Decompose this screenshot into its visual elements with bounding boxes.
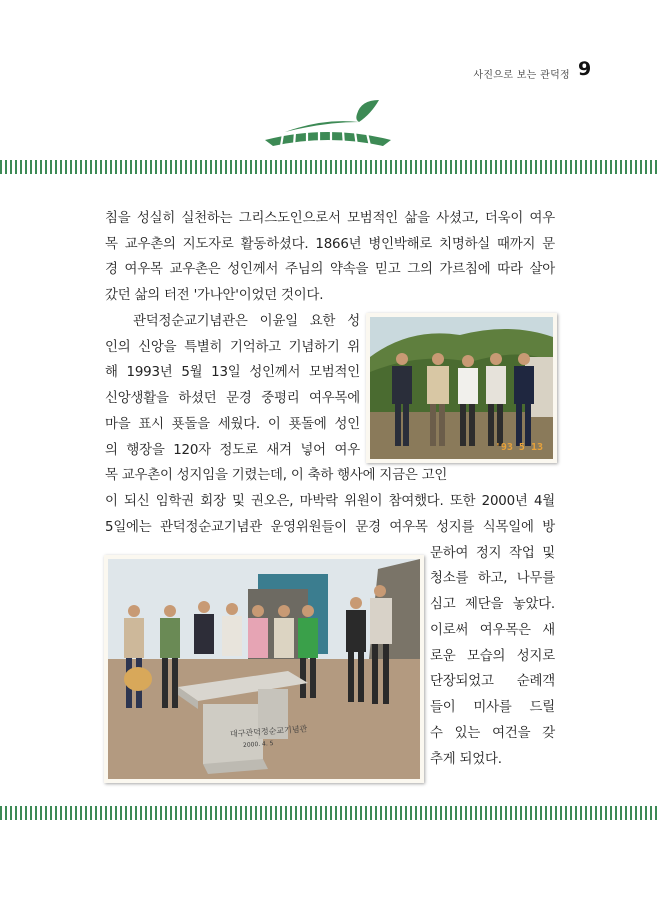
section-title: 사진으로 보는 관덕정 xyxy=(473,70,570,81)
text-line: 문하여 정지 작업 및 xyxy=(430,546,555,561)
text-line: 추게 되었다. xyxy=(430,752,502,767)
text-line: 침을 성실히 실천하는 그리스도인으로서 모범적인 삶을 사셨고, 더욱이 여우 xyxy=(105,211,555,226)
altar-group-photo-2000 xyxy=(104,555,424,783)
decorative-stripe-top xyxy=(0,160,657,174)
text-line: 의 행장을 120자 정도로 새겨 넣어 여우 xyxy=(105,443,360,458)
group-photo-1993 xyxy=(366,313,557,463)
text-line: 관덕정순교기념관은 이윤일 요한 성 xyxy=(133,314,360,329)
text-line: 목 교우촌의 지도자로 활동하셨다. 1866년 병인박해로 치명하실 때까지 문 xyxy=(105,237,555,252)
text-line: 이로써 여우목은 새 xyxy=(430,623,555,638)
text-line: 단장되었고 순례객 xyxy=(430,674,555,689)
text-line: 수 있는 여건을 갖 xyxy=(430,726,555,741)
text-line: 심고 제단을 놓았다. xyxy=(430,597,555,612)
text-line: 들이 미사를 드릴 xyxy=(430,700,555,715)
text-line: 해 1993년 5월 13일 성인께서 모범적인 xyxy=(105,365,360,380)
text-line: 목 교우촌이 성지임을 기렸는데, 이 축하 행사에 지금은 고인 xyxy=(105,468,448,483)
photo-illustration xyxy=(370,317,553,459)
stone-date: 2000. 4. 5 xyxy=(242,739,274,750)
text-line: 갔던 삶의 터전 '가나안'이었던 것이다. xyxy=(105,288,324,303)
text-line: 인의 신앙을 특별히 기억하고 기념하기 위 xyxy=(105,340,360,355)
stone-inscription: 대구관덕정순교기념관 xyxy=(229,724,308,739)
text-line: 청소를 하고, 나무를 xyxy=(430,571,555,586)
text-line: 경 여우목 교우촌은 성인께서 주님의 약속을 믿고 그의 가르침에 따라 살아 xyxy=(105,262,555,277)
text-line: 5일에는 관덕정순교기념관 운영위원들이 문경 여우목 성지를 식목일에 방 xyxy=(105,520,555,535)
photo-date-stamp: '93 5 13 xyxy=(494,442,543,453)
text-line: 로운 모습의 성지로 xyxy=(430,649,555,664)
text-line: 이 되신 임학권 회장 및 권오은, 마박락 위원이 참여했다. 또한 2000년 4월 xyxy=(105,494,555,509)
page-number: 9 xyxy=(578,58,592,80)
text-line: 신앙생활을 하셨던 문경 중평리 여우목에 xyxy=(105,391,360,406)
decorative-stripe-bottom xyxy=(0,806,657,820)
leaf-emblem-icon xyxy=(263,96,393,146)
text-line: 마을 표시 푯돌을 세웠다. 이 푯돌에 성인 xyxy=(105,417,360,432)
